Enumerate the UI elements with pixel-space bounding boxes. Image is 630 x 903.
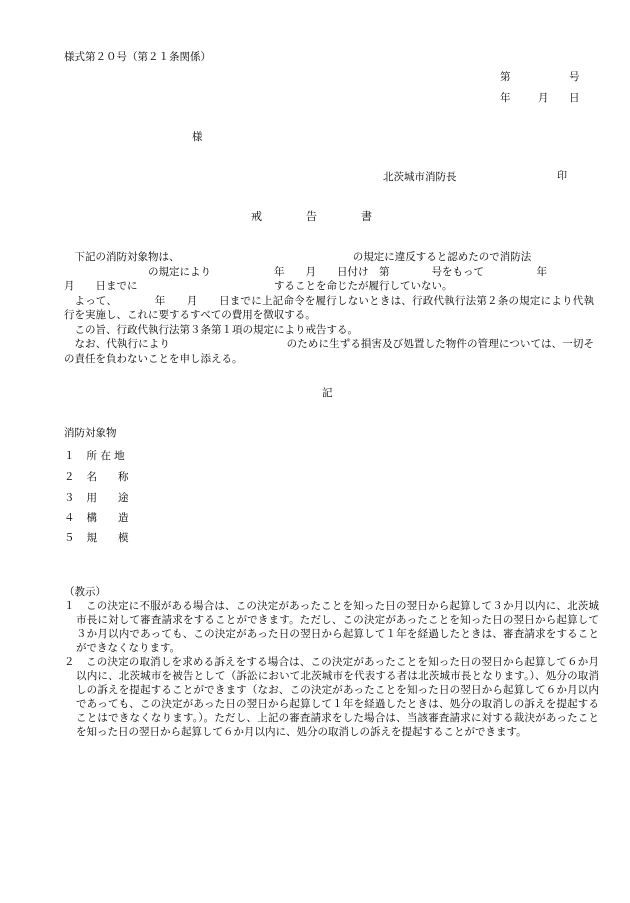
ki-heading: 記: [322, 387, 333, 399]
date-year: 年: [500, 92, 511, 104]
notice-item-text: この決定の取消しを求める訴えをする場合は、この決定があったことを知った日の翌日から起算して６か月以内に、北茨城市を被告として（訴訟において北茨城市を代表する者は北茨城市長となります。）、処分の取消しの訴えを提起することができます（なお、この決定があったことを知った日の翌日から起算して６か月以内であっても、この決定があった日の翌日から起算して１年を経過したときは、処分の取消しの訴えを提起することはできなくなります。）。ただし、上記の審査請求をした場合は、当該審査請求に対する裁決があったことを知った日の翌日から起算して６か月以内に、処分の取消しの訴えを提起することができます。: [76, 656, 599, 738]
document-number-prefix: 第: [500, 71, 511, 83]
form-label: 様式第２０号（第２１条関係）: [64, 51, 211, 63]
object-item: [64, 530, 129, 545]
object-item: [64, 469, 129, 484]
date-day: 日: [569, 92, 580, 104]
seal-mark: 印: [557, 171, 567, 182]
body-paragraph-1-line-2: の規定により 年 月 日付け 第 号をもって 年: [64, 265, 547, 278]
date-month: 月: [538, 92, 549, 104]
body-paragraph-2: よって、 年 月 日までに上記命令を履行しないときは、行政代執行法第２条の規定により代執行を実施し、これに要するすべての費用を徴収する。: [64, 294, 594, 321]
notice-heading: （教示）: [64, 586, 106, 598]
object-item-number: ４: [64, 512, 75, 524]
object-item-number: ３: [64, 492, 75, 504]
object-item: [64, 510, 129, 525]
object-item-label: 名 称: [86, 471, 129, 483]
object-item-label: 構 造: [86, 512, 129, 524]
object-item-label: 用 途: [86, 492, 129, 504]
notice-item: [64, 599, 599, 655]
object-item: [64, 490, 129, 505]
object-item-number: ２: [64, 471, 75, 483]
notice-item-number: ２: [64, 656, 75, 668]
document-number-suffix: 号: [569, 71, 580, 83]
object-heading: 消防対象物: [64, 427, 117, 439]
sender-name: 北茨城市消防長: [383, 171, 457, 183]
notice-item-text: この決定に不服がある場合は、この決定があったことを知った日の翌日から起算して３か月以内に、北茨城市長に対して審査請求をすることができます。ただし、この決定があったことを知った日の翌日から起算して３か月以内であっても、この決定があった日の翌日から起算して１年を経過したときは、審査請求をすることができなくなります。: [76, 600, 599, 654]
addressee-suffix: 様: [192, 131, 203, 143]
object-item-number: １: [64, 450, 75, 462]
notice-item-number: １: [64, 600, 75, 612]
body-paragraph-3: この旨、行政代執行法第３条第１項の規定により戒告する。: [74, 323, 358, 336]
object-item-label: 所 在 地: [86, 450, 125, 462]
body-paragraph-1-line-1: 下記の消防対象物は、 の規定に違反すると認めたので消防法: [74, 251, 532, 263]
body-paragraph-4: なお、代執行により のために生ずる損害及び処置した物件の管理については、一切その責任を負わないことを申し添える。: [64, 338, 594, 365]
notice-section: [64, 585, 599, 739]
document-title: 戒 告 書: [251, 210, 372, 223]
body-text: [64, 250, 594, 366]
object-item-label: 規 模: [86, 532, 129, 544]
object-item-number: ５: [64, 532, 75, 544]
notice-item: [64, 655, 599, 739]
body-paragraph-1-line-3: 月 日までに することを命じたが履行していない。: [64, 280, 453, 292]
object-item: [64, 448, 125, 463]
